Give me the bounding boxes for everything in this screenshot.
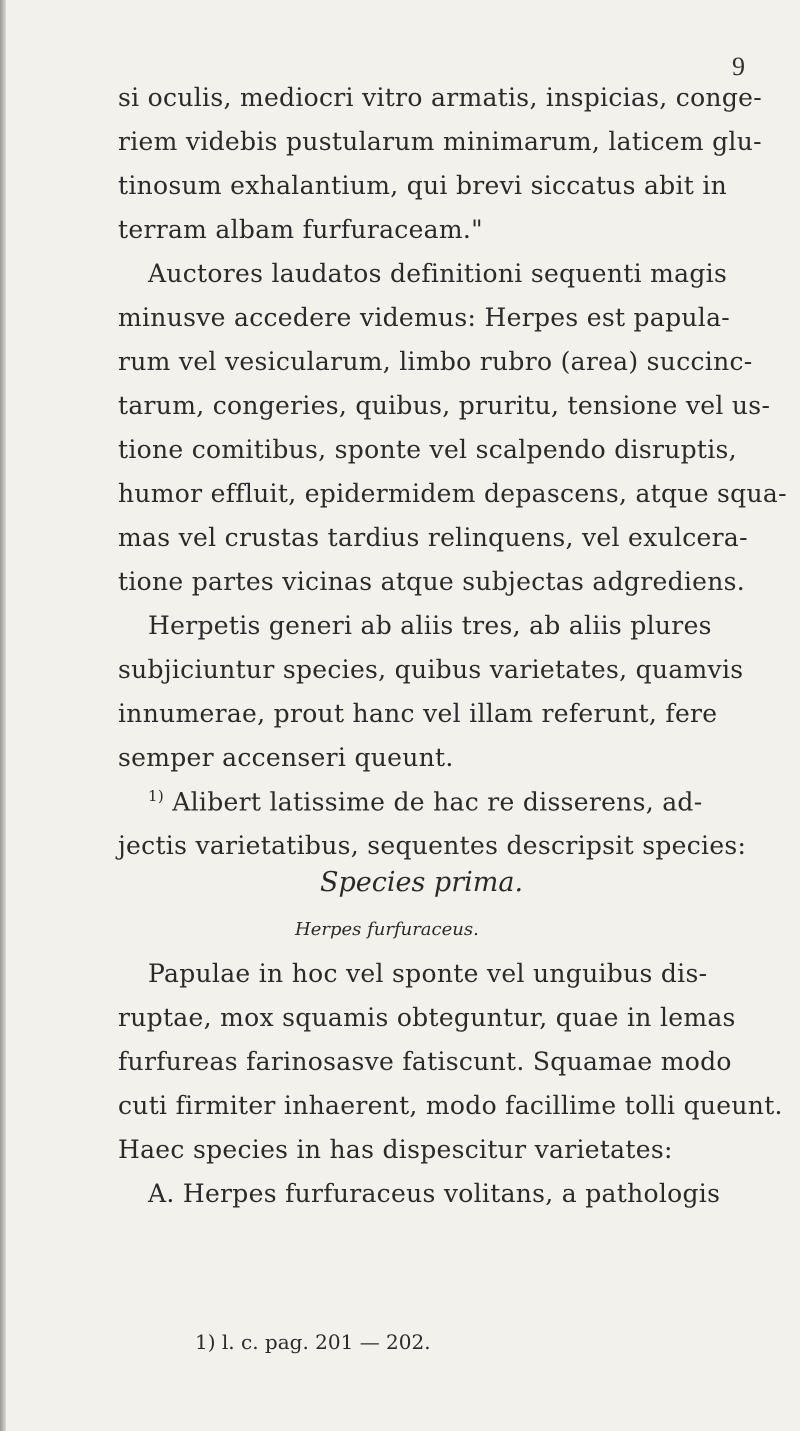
text-line: Papulae in hoc vel sponte vel unguibus dis- (148, 959, 708, 988)
text-line: tarum, congeries, quibus, pruritu, tensione vel us- (118, 391, 771, 420)
text-line: rum vel vesicularum, limbo rubro (area) succinc- (118, 347, 753, 376)
text-line: Haec species in has dispescitur varietates: (118, 1135, 673, 1164)
text-line: Herpetis generi ab aliis tres, ab aliis plures (148, 611, 712, 640)
text-segment: Alibert latissime de hac re disserens, ad- (172, 787, 703, 817)
text-line: si oculis, mediocri vitro armatis, inspicias, conge- (118, 83, 762, 112)
text-line: innumerae, prout hanc vel illam referunt, fere (118, 699, 718, 728)
text-line: ruptae, mox squamis obteguntur, quae in lemas (118, 1003, 736, 1032)
page-number: 9 (732, 52, 745, 81)
text-line: humor effluit, epidermidem depascens, atque squa- (118, 479, 787, 508)
text-line-with-footnote (148, 787, 702, 816)
text-line: Auctores laudatos definitioni sequenti magis (148, 259, 728, 288)
page-binding-edge (0, 0, 6, 1431)
footnote-mark: 1) (195, 1330, 216, 1354)
text-line: subjiciuntur species, quibus varietates, quamvis (118, 655, 744, 684)
text-line: tione partes vicinas atque subjectas adgrediens. (118, 567, 746, 596)
footnote (195, 1330, 431, 1354)
text-line: riem videbis pustularum minimarum, laticem glu- (118, 127, 762, 156)
text-line: mas vel crustas tardius relinquens, vel exulcera- (118, 523, 748, 552)
text-line: cuti firmiter inhaerent, modo facillime tolli queunt. (118, 1091, 783, 1120)
text-line: semper accenseri queunt. (118, 743, 454, 772)
species-subheading: Herpes furfuraceus. (295, 919, 479, 940)
text-line: minusve accedere videmus: Herpes est papula- (118, 303, 731, 332)
text-line: tione comitibus, sponte vel scalpendo disruptis, (118, 435, 737, 464)
text-line: jectis varietatibus, sequentes descripsit species: (118, 831, 747, 860)
text-line: tinosum exhalantium, qui brevi siccatus abit in (118, 171, 728, 200)
footnote-marker: 1) (148, 787, 164, 805)
footnote-text: l. c. pag. 201 — 202. (221, 1330, 431, 1354)
text-line: furfureas farinosasve fatiscunt. Squamae modo (118, 1047, 732, 1076)
species-heading: Species prima. (320, 867, 524, 898)
text-line: A. Herpes furfuraceus volitans, a pathologis (148, 1179, 721, 1208)
text-line: terram albam furfuraceam." (118, 215, 483, 244)
